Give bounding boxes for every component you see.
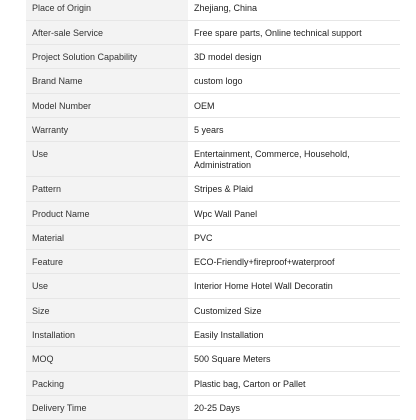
spec-value bbox=[188, 20, 400, 44]
spec-value-text: 3D model design bbox=[194, 52, 262, 63]
spec-key-text: Material bbox=[32, 232, 65, 243]
spec-value bbox=[188, 177, 400, 201]
spec-key bbox=[26, 347, 188, 371]
spec-value bbox=[188, 347, 400, 371]
spec-value-text: Wpc Wall Panel bbox=[194, 208, 258, 219]
spec-key-text: Project Solution Capability bbox=[32, 52, 138, 63]
table-row bbox=[26, 117, 400, 141]
table-row bbox=[26, 177, 400, 201]
spec-key bbox=[26, 0, 188, 20]
spec-value-text: Interior Home Hotel Wall Decoratin bbox=[194, 281, 333, 292]
spec-key-text: Place of Origin bbox=[32, 3, 92, 13]
spec-key bbox=[26, 142, 188, 177]
spec-value bbox=[188, 201, 400, 225]
table-row bbox=[26, 347, 400, 371]
spec-value bbox=[188, 274, 400, 298]
table-row bbox=[26, 201, 400, 225]
spec-key-text: Delivery Time bbox=[32, 402, 87, 413]
spec-value-text: Free spare parts, Online technical support bbox=[194, 27, 362, 38]
spec-value bbox=[188, 371, 400, 395]
spec-key bbox=[26, 225, 188, 249]
spec-key-text: Feature bbox=[32, 257, 64, 268]
spec-value bbox=[188, 395, 400, 419]
spec-value-text: ECO-Friendly+fireproof+waterproof bbox=[194, 257, 335, 268]
spec-value bbox=[188, 69, 400, 93]
spec-value bbox=[188, 298, 400, 322]
spec-key bbox=[26, 298, 188, 322]
spec-key bbox=[26, 250, 188, 274]
table-row bbox=[26, 323, 400, 347]
spec-value bbox=[188, 225, 400, 249]
product-specs-table bbox=[26, 0, 400, 420]
spec-value-text: Plastic bag, Carton or Pallet bbox=[194, 378, 306, 389]
spec-key-text: Installation bbox=[32, 330, 76, 341]
table-row bbox=[26, 395, 400, 419]
spec-value-text: OEM bbox=[194, 100, 215, 111]
spec-value-text: Zhejiang, China bbox=[194, 3, 258, 13]
table-row bbox=[26, 69, 400, 93]
spec-key bbox=[26, 395, 188, 419]
spec-value bbox=[188, 142, 400, 177]
spec-key-text: After-sale Service bbox=[32, 27, 104, 38]
spec-key bbox=[26, 69, 188, 93]
spec-value-text: PVC bbox=[194, 232, 213, 243]
spec-value-text: 500 Square Meters bbox=[194, 354, 271, 365]
table-row bbox=[26, 45, 400, 69]
spec-value-text: Entertainment, Commerce, Household, Administration bbox=[194, 149, 350, 171]
spec-key-text: Product Name bbox=[32, 208, 90, 219]
table-row bbox=[26, 20, 400, 44]
table-row bbox=[26, 250, 400, 274]
spec-key bbox=[26, 371, 188, 395]
table-row bbox=[26, 274, 400, 298]
spec-value bbox=[188, 93, 400, 117]
spec-key-text: MOQ bbox=[32, 354, 54, 365]
table-row bbox=[26, 298, 400, 322]
table-row bbox=[26, 0, 400, 20]
table-row bbox=[26, 93, 400, 117]
spec-key bbox=[26, 45, 188, 69]
spec-value bbox=[188, 45, 400, 69]
spec-value-text: Customized Size bbox=[194, 305, 262, 316]
spec-value bbox=[188, 117, 400, 141]
spec-key-text: Model Number bbox=[32, 100, 92, 111]
spec-key-text: Use bbox=[32, 281, 49, 292]
spec-value bbox=[188, 250, 400, 274]
table-row bbox=[26, 142, 400, 177]
spec-key bbox=[26, 93, 188, 117]
spec-key bbox=[26, 201, 188, 225]
table-row bbox=[26, 225, 400, 249]
spec-key-text: Pattern bbox=[32, 184, 62, 195]
spec-value bbox=[188, 0, 400, 20]
table-row bbox=[26, 371, 400, 395]
spec-key-text: Warranty bbox=[32, 124, 69, 135]
spec-value-text: 20-25 Days bbox=[194, 402, 241, 413]
spec-key bbox=[26, 20, 188, 44]
spec-key-text: Brand Name bbox=[32, 76, 83, 87]
spec-key bbox=[26, 117, 188, 141]
spec-key bbox=[26, 323, 188, 347]
spec-key-text: Size bbox=[32, 305, 50, 316]
spec-value bbox=[188, 323, 400, 347]
spec-key-text: Use bbox=[32, 149, 49, 160]
spec-key bbox=[26, 274, 188, 298]
spec-key bbox=[26, 177, 188, 201]
spec-key-text: Packing bbox=[32, 378, 65, 389]
spec-value-text: 5 years bbox=[194, 124, 224, 135]
spec-value-text: Stripes & Plaid bbox=[194, 184, 254, 195]
spec-value-text: Easily Installation bbox=[194, 330, 264, 341]
spec-value-text: custom logo bbox=[194, 76, 243, 87]
